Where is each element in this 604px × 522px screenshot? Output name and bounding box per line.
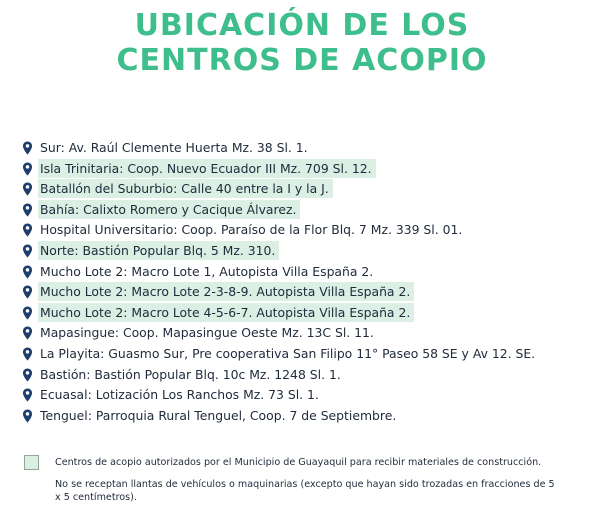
location-pin-icon <box>22 285 33 299</box>
list-item <box>22 385 597 404</box>
location-pin-icon <box>22 203 33 217</box>
legend-highlight-swatch <box>24 455 39 470</box>
list-item-text: Bastión: Bastión Popular Blq. 10c Mz. 1248 Sl. 1. <box>40 366 341 382</box>
location-pin-icon <box>22 326 33 340</box>
location-pin-icon <box>22 162 33 176</box>
list-item <box>22 241 597 260</box>
list-item-text: Norte: Bastión Popular Blq. 5 Mz. 310. <box>38 241 279 260</box>
list-item-text: Mapasingue: Coop. Mapasingue Oeste Mz. 13C Sl. 11. <box>40 325 374 341</box>
list-item <box>22 344 597 363</box>
list-item <box>22 138 597 157</box>
location-pin-icon <box>22 409 33 423</box>
location-pin-icon <box>22 182 33 196</box>
list-item <box>22 406 597 425</box>
list-item <box>22 200 597 219</box>
location-pin-icon <box>22 223 33 237</box>
footnote: No se receptan llantas de vehículos o maquinarias (excepto que hayan sido trozadas en fracciones de 5 x 5 centímetros). <box>55 479 555 503</box>
list-item <box>22 323 597 342</box>
list-item-text: Isla Trinitaria: Coop. Nuevo Ecuador III Mz. 709 Sl. 12. <box>38 159 376 178</box>
list-item <box>22 220 597 239</box>
list-item-text: Mucho Lote 2: Macro Lote 4-5-6-7. Autopista Villa España 2. <box>38 303 414 322</box>
list-item-text: Sur: Av. Raúl Clemente Huerta Mz. 38 Sl. 1. <box>40 140 308 155</box>
list-item-text: Batallón del Suburbio: Calle 40 entre la I y la J. <box>38 179 333 198</box>
list-item <box>22 282 597 301</box>
list-item <box>22 365 597 384</box>
list-item-text: Mucho Lote 2: Macro Lote 2-3-8-9. Autopista Villa España 2. <box>38 282 414 301</box>
list-item-text: Tenguel: Parroquia Rural Tenguel, Coop. 7 de Septiembre. <box>40 407 397 423</box>
collection-centers-list <box>22 138 597 426</box>
list-item-text: La Playita: Guasmo Sur, Pre cooperativa San Filipo 11° Paseo 58 SE y Av 12. SE. <box>40 345 536 361</box>
list-item-text: Hospital Universitario: Coop. Paraíso de la Flor Blq. 7 Mz. 339 Sl. 01. <box>40 222 463 238</box>
list-item <box>22 262 597 281</box>
location-pin-icon <box>22 388 33 402</box>
list-item <box>22 159 597 178</box>
list-item <box>22 303 597 322</box>
list-item-text: Bahía: Calixto Romero y Cacique Álvarez. <box>38 200 300 219</box>
list-item <box>22 179 597 198</box>
list-item-text: Ecuasal: Lotización Los Ranchos Mz. 73 Sl. 1. <box>40 387 319 403</box>
location-pin-icon <box>22 141 33 155</box>
page-title <box>0 8 604 78</box>
location-pin-icon <box>22 347 33 361</box>
location-pin-icon <box>22 265 33 279</box>
location-pin-icon <box>22 244 33 258</box>
location-pin-icon <box>22 368 33 382</box>
location-pin-icon <box>22 306 33 320</box>
legend-text: Centros de acopio autorizados por el Municipio de Guayaquil para recibir materiales de construcción. <box>55 457 542 468</box>
list-item-text: Mucho Lote 2: Macro Lote 1, Autopista Villa España 2. <box>40 263 374 279</box>
title-line-1: UBICACIÓN DE LOS <box>134 8 470 43</box>
title-line-2: CENTROS DE ACOPIO <box>116 43 488 78</box>
